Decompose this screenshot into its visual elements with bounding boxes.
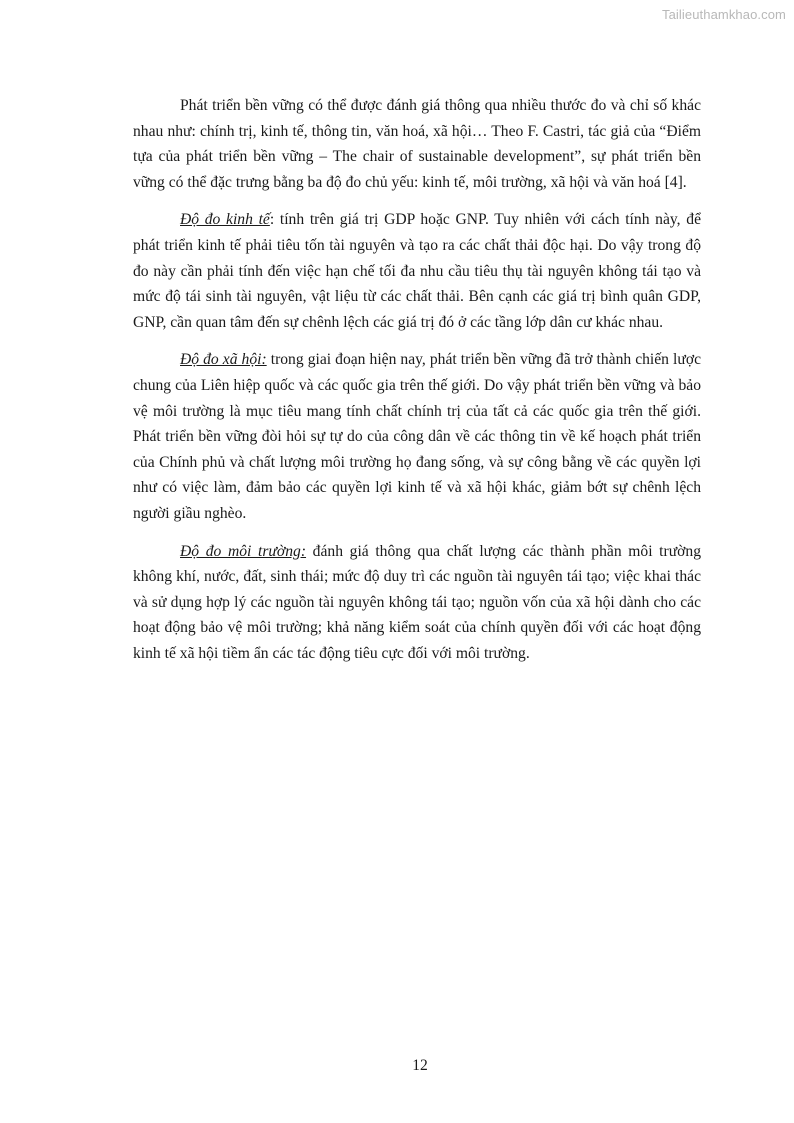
paragraph-text: : tính trên giá trị GDP hoặc GNP. Tuy nhiên với cách tính này, để phát triển kinh tế phải tiêu tốn tài nguyên và tạo ra các chất thải độc hại. Do vậy trong độ đo này cần phải tính đến việc hạn chế tối đa nhu cầu tiêu thụ tài nguyên không tái tạo và mức độ tái sinh tài nguyên, vật liệu từ các chất thải. Bên cạnh các giá trị bình quân GDP, GNP, cần quan tâm đến sự chênh lệch các giá trị đó ở các tầng lớp dân cư khác nhau.: [133, 211, 701, 331]
paragraph-intro: [133, 93, 701, 195]
paragraph-text: đánh giá thông qua chất lượng các thành phần môi trường không khí, nước, đất, sinh thái; mức độ duy trì các nguồn tài nguyên tái tạo; việc khai thác và sử dụng hợp lý các nguồn tài nguyên không tái tạo; nguồn vốn của xã hội dành cho các hoạt động bảo vệ môi trường; khả năng kiểm soát của chính quyền đối với các hoạt động kinh tế xã hội tiềm ẩn các tác động tiêu cực đối với môi trường.: [133, 542, 702, 662]
paragraph-text: Phát triển bền vững có thể được đánh giá thông qua nhiều thước đo và chỉ số khác nhau như: chính trị, kinh tế, thông tin, văn hoá, xã hội… Theo F. Castri, tác giả của “Điểm tựa của phát triển bền vững – The chair of sustainable development”, sự phát triển bền vững có thể đặc trưng bằng ba độ đo chủ yếu: kinh tế, môi trường, xã hội và văn hoá [4].: [133, 97, 701, 191]
page-number: 12: [412, 1057, 428, 1074]
watermark: Tailieuthamkhao.com: [661, 7, 786, 22]
paragraph-text: trong giai đoạn hiện nay, phát triển bền vững đã trở thành chiến lược chung của Liên hiệp quốc và các quốc gia trên thế giới. Do vậy phát triển bền vững và bảo vệ môi trường là mục tiêu mang tính chất chính trị của tất cả các quốc gia trên thế giới. Phát triển bền vững đòi hỏi sự tự do của công dân về các thông tin về kế hoạch phát triển của Chính phủ và chất lượng môi trường họ đang sống, và sự công bằng về các quyền lợi như có việc làm, đảm bảo các quyền lợi kinh tế và xã hội khác, giảm bớt sự chênh lệch người giầu nghèo.: [133, 351, 701, 522]
term-social-measure: Độ đo xã hội:: [180, 351, 267, 369]
paragraph-environment-measure: [133, 539, 701, 667]
paragraph-social-measure: [133, 347, 701, 526]
term-economic-measure: Độ đo kinh tế: [180, 211, 270, 229]
document-body: [133, 93, 701, 678]
term-environment-measure: Độ đo môi trường:: [180, 542, 307, 560]
paragraph-economic-measure: [133, 207, 701, 335]
